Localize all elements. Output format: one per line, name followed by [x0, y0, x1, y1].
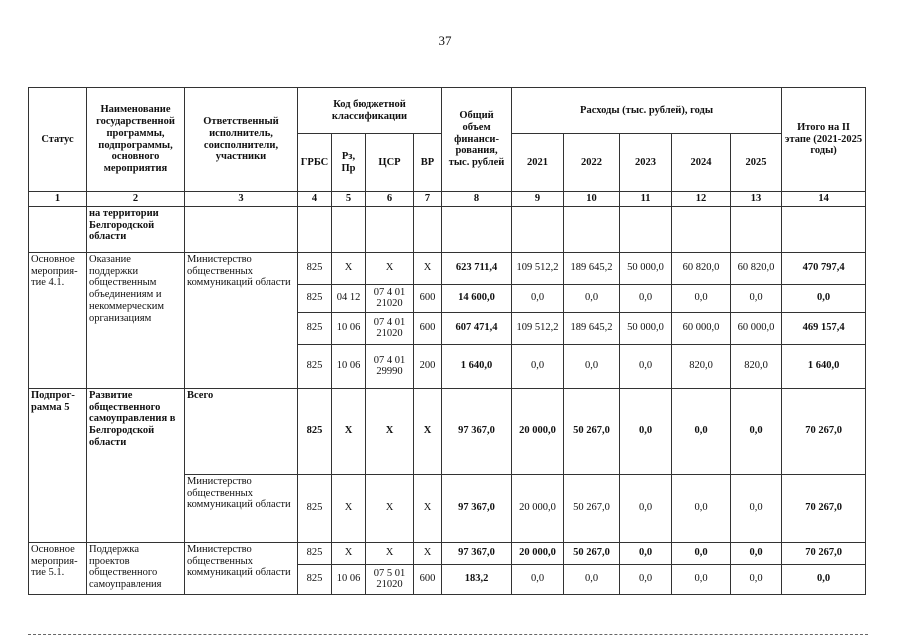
row-name: Развитие общественного самоуправления в Белгородской области	[87, 388, 185, 542]
cell-2025: 820,0	[731, 344, 782, 388]
cell-total: 14 600,0	[442, 284, 512, 312]
cell-vr: 200	[414, 344, 442, 388]
column-number: 4	[298, 192, 332, 207]
row-status: Основное мероприя-тие 4.1.	[29, 252, 87, 388]
cell-2024: 60 820,0	[672, 252, 731, 284]
cell-2021: 0,0	[512, 284, 564, 312]
table-row	[29, 252, 866, 284]
header-name: Наименование государственной программы, подпрограммы, основного мероприятия	[87, 88, 185, 192]
cell-2023: 0,0	[620, 344, 672, 388]
cell-2024: 0,0	[672, 564, 731, 594]
cell-rzpr: 10 06	[332, 312, 366, 344]
header-expenses: Расходы (тыс. рублей), годы	[512, 88, 782, 134]
cell-2025: 0,0	[731, 474, 782, 542]
cell-total: 623 711,4	[442, 252, 512, 284]
header-2022: 2022	[564, 134, 620, 192]
table-row	[29, 388, 866, 474]
table-row	[29, 542, 866, 564]
budget-table	[28, 87, 866, 595]
cell-2024: 60 000,0	[672, 312, 731, 344]
cell-total: 183,2	[442, 564, 512, 594]
cell-2023: 0,0	[620, 388, 672, 474]
cell-rzpr: 10 06	[332, 344, 366, 388]
cell-2025: 60 820,0	[731, 252, 782, 284]
cell-2025: 0,0	[731, 388, 782, 474]
column-number: 7	[414, 192, 442, 207]
cell-rzpr: 04 12	[332, 284, 366, 312]
cell-csr: Х	[366, 388, 414, 474]
cell-total: 97 367,0	[442, 542, 512, 564]
cell-2022: 50 267,0	[564, 474, 620, 542]
cell-stage-total: 1 640,0	[782, 344, 866, 388]
header-2021: 2021	[512, 134, 564, 192]
page-bottom-edge	[28, 634, 868, 637]
cell-vr: Х	[414, 474, 442, 542]
cell-vr: 600	[414, 284, 442, 312]
column-number: 8	[442, 192, 512, 207]
cell-2022: 50 267,0	[564, 542, 620, 564]
header-total-volume: Общий объем финанси-рования, тыс. рублей	[442, 88, 512, 192]
header-status: Статус	[29, 88, 87, 192]
cell-csr: 07 4 01 29990	[366, 344, 414, 388]
cell-stage-total: 469 157,4	[782, 312, 866, 344]
cell-2023: 50 000,0	[620, 252, 672, 284]
header-responsible: Ответственный исполнитель, соисполнители, участники	[185, 88, 298, 192]
row-responsible: Всего	[185, 388, 298, 474]
cell-2022: 189 645,2	[564, 312, 620, 344]
row-name: Оказание поддержки общественным объединениям и некоммерческим организациям	[87, 252, 185, 388]
cell-2022: 0,0	[564, 564, 620, 594]
cell-rzpr: Х	[332, 388, 366, 474]
column-number: 2	[87, 192, 185, 207]
cell-rzpr: 10 06	[332, 564, 366, 594]
cell-vr: 600	[414, 564, 442, 594]
header-2024: 2024	[672, 134, 731, 192]
cell-2021: 20 000,0	[512, 474, 564, 542]
cell-grbs: 825	[298, 284, 332, 312]
cell-2024: 0,0	[672, 388, 731, 474]
row-name: Поддержка проектов общественного самоуправления	[87, 542, 185, 594]
cell-2022: 0,0	[564, 284, 620, 312]
cell-2025: 0,0	[731, 564, 782, 594]
column-number: 3	[185, 192, 298, 207]
header-rzpr: Рз, Пр	[332, 134, 366, 192]
cell-csr: Х	[366, 474, 414, 542]
cell-2025: 0,0	[731, 284, 782, 312]
cell-2025: 60 000,0	[731, 312, 782, 344]
page-number: 37	[438, 33, 452, 48]
header-stage-total: Итого на II этапе (2021-2025 годы)	[782, 88, 866, 192]
cell-csr: 07 4 01 21020	[366, 312, 414, 344]
cell-grbs: 825	[298, 474, 332, 542]
cell-grbs: 825	[298, 542, 332, 564]
column-number-row	[29, 192, 866, 207]
cell-stage-total: 0,0	[782, 284, 866, 312]
cell-2021: 0,0	[512, 564, 564, 594]
column-number: 9	[512, 192, 564, 207]
column-number: 10	[564, 192, 620, 207]
cell-grbs: 825	[298, 252, 332, 284]
cell-vr: Х	[414, 542, 442, 564]
row-responsible: Министерство общественных коммуникаций области	[185, 474, 298, 542]
cell-total: 97 367,0	[442, 388, 512, 474]
header-2025: 2025	[731, 134, 782, 192]
cell-grbs: 825	[298, 344, 332, 388]
cell-2021: 20 000,0	[512, 542, 564, 564]
cell-grbs: 825	[298, 312, 332, 344]
column-number: 13	[731, 192, 782, 207]
row-responsible: Министерство общественных коммуникаций области	[185, 252, 298, 388]
cell-vr: Х	[414, 252, 442, 284]
cell-rzpr: Х	[332, 252, 366, 284]
cell-stage-total: 470 797,4	[782, 252, 866, 284]
cell-2023: 50 000,0	[620, 312, 672, 344]
cell-total: 97 367,0	[442, 474, 512, 542]
cell-2024: 0,0	[672, 474, 731, 542]
cell-2023: 0,0	[620, 474, 672, 542]
column-number: 14	[782, 192, 866, 207]
column-number: 12	[672, 192, 731, 207]
header-csr: ЦСР	[366, 134, 414, 192]
column-number: 5	[332, 192, 366, 207]
cell-2021: 20 000,0	[512, 388, 564, 474]
cell-csr: Х	[366, 542, 414, 564]
cell-vr: Х	[414, 388, 442, 474]
header-budget-code: Код бюджетной классификации	[298, 88, 442, 134]
continuation-name: на территории Белгородской области	[87, 206, 185, 252]
cell-csr: 07 4 01 21020	[366, 284, 414, 312]
column-number: 1	[29, 192, 87, 207]
row-responsible: Министерство общественных коммуникаций области	[185, 542, 298, 594]
cell-2022: 189 645,2	[564, 252, 620, 284]
cell-2024: 820,0	[672, 344, 731, 388]
continuation-row	[29, 206, 866, 252]
row-status: Подпрог-рамма 5	[29, 388, 87, 542]
cell-2024: 0,0	[672, 284, 731, 312]
cell-2021: 109 512,2	[512, 312, 564, 344]
cell-stage-total: 70 267,0	[782, 542, 866, 564]
cell-2023: 0,0	[620, 564, 672, 594]
header-2023: 2023	[620, 134, 672, 192]
cell-total: 1 640,0	[442, 344, 512, 388]
cell-rzpr: Х	[332, 542, 366, 564]
cell-2023: 0,0	[620, 542, 672, 564]
header-vr: ВР	[414, 134, 442, 192]
cell-grbs: 825	[298, 388, 332, 474]
header-grbs: ГРБС	[298, 134, 332, 192]
cell-rzpr: Х	[332, 474, 366, 542]
column-number: 11	[620, 192, 672, 207]
cell-2023: 0,0	[620, 284, 672, 312]
cell-2021: 109 512,2	[512, 252, 564, 284]
column-number: 6	[366, 192, 414, 207]
cell-stage-total: 70 267,0	[782, 474, 866, 542]
cell-vr: 600	[414, 312, 442, 344]
cell-grbs: 825	[298, 564, 332, 594]
cell-2025: 0,0	[731, 542, 782, 564]
cell-csr: 07 5 01 21020	[366, 564, 414, 594]
cell-2022: 0,0	[564, 344, 620, 388]
cell-stage-total: 70 267,0	[782, 388, 866, 474]
row-status: Основное мероприя-тие 5.1.	[29, 542, 87, 594]
cell-stage-total: 0,0	[782, 564, 866, 594]
cell-total: 607 471,4	[442, 312, 512, 344]
cell-2021: 0,0	[512, 344, 564, 388]
cell-2024: 0,0	[672, 542, 731, 564]
cell-csr: Х	[366, 252, 414, 284]
cell-2022: 50 267,0	[564, 388, 620, 474]
